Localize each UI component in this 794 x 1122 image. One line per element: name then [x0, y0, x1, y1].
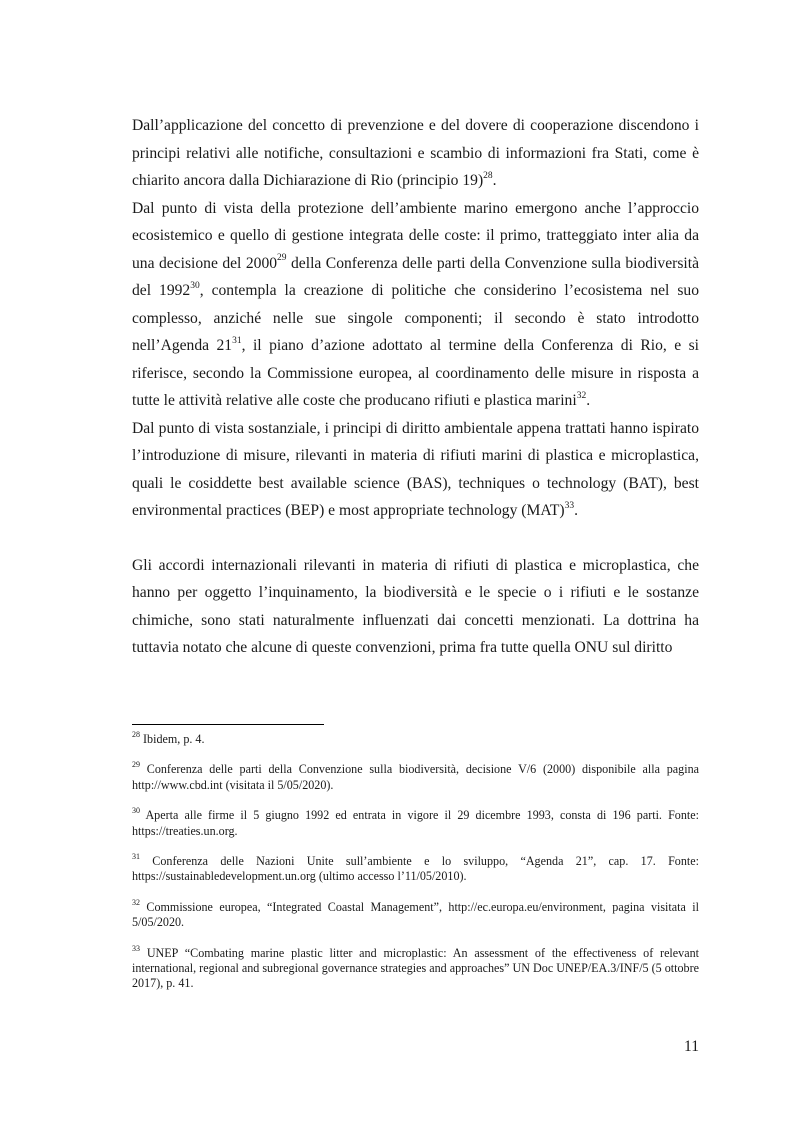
footnote-30 — [132, 808, 699, 839]
paragraph-2-text-4: , il piano d’azione adottato al termine della Conferenza di Rio, e si riferisce, secondo la Commissione europea, al coordinamento delle misure in risposta a tutte le attività relative alle coste che producano rifiuti e plastica marini — [132, 337, 699, 409]
footnote-text: Aperta alle firme il 5 giugno 1992 ed entrata in vigore il 29 dicembre 1993, consta di 196 parti. Fonte: https://treaties.un.org. — [132, 808, 699, 838]
footnote-ref-31[interactable]: 31 — [232, 335, 242, 346]
footnotes — [132, 729, 699, 1007]
footnote-text: UNEP “Combating marine plastic litter and microplastic: An assessment of the effectiveness of relevant international, regional and subregional governance strategies and approaches” UN Doc UNEP/EA.3/INF/5 (5 ottobre 2017), p. 41. — [132, 945, 699, 991]
paragraph-gap — [132, 525, 699, 552]
footnote-number: 30 — [132, 806, 140, 816]
paragraph-4 — [132, 552, 699, 662]
paragraph-2 — [132, 195, 699, 415]
footnote-text: Ibidem, p. 4. — [140, 732, 205, 746]
footnote-number: 32 — [132, 897, 140, 907]
paragraph-2-text-1: Dal punto di vista della protezione dell’ambiente marino emergono anche l’approccio ecosistemico e quello di gestione integrata delle coste: il primo, tratteggiato inter alia da una decisione del 2000 — [132, 199, 699, 272]
footnote-number: 29 — [132, 760, 140, 770]
footnote-number: 28 — [132, 729, 140, 739]
paragraph-1 — [132, 112, 699, 195]
paragraph-3-text: Dal punto di vista sostanziale, i principi di diritto ambientale appena trattati hanno ispirato l’introduzione di misure, rilevanti in materia di rifiuti marini di plastica e microplastica, quali le cosiddette best available science (BAS), techniques o technology (BAT), best environmental practices (BEP) e most appropriate technology (MAT) — [132, 419, 699, 519]
footnote-number: 33 — [132, 943, 140, 953]
paragraph-2-text-3: , contempla la creazione di politiche che considerino l’ecosistema nel suo complesso, anziché nelle sue singole componenti; il secondo è stato introdotto nell’Agenda 21 — [132, 282, 700, 354]
footnote-ref-32[interactable]: 32 — [576, 390, 587, 401]
paragraph-3 — [132, 415, 699, 525]
footnote-text: Conferenza delle Nazioni Unite sull’ambiente e lo sviluppo, “Agenda 21”, cap. 17. Fonte: https://sustainabledevelopment.un.org (ultimo accesso l’11/05/2010). — [132, 854, 699, 884]
paragraph-3-end: . — [574, 502, 579, 519]
footnote-28 — [132, 729, 699, 747]
footnote-32 — [132, 897, 699, 931]
footnote-33 — [132, 943, 699, 992]
footnote-ref-30[interactable]: 30 — [190, 280, 200, 291]
paragraph-2-text-2: della Conferenza delle parti della Convenzione sulla biodiversità del 1992 — [132, 254, 699, 299]
footnote-separator — [132, 724, 324, 725]
footnote-text: Commissione europea, “Integrated Coastal Management”, http://ec.europa.eu/environment, pagina visitata il 5/05/2020. — [132, 899, 699, 930]
footnote-text: Conferenza delle parti della Convenzione sulla biodiversità, decisione V/6 (2000) disponibile alla pagina http://www.cbd.int (visitata il 5/05/2020). — [132, 762, 699, 792]
paragraph-1-text: Dall’applicazione del concetto di prevenzione e del dovere di cooperazione discendono i principi relativi alle notifiche, consultazioni e scambio di informazioni fra Stati, come è chiarito ancora dalla Dichiarazione di Rio (principio 19) — [132, 117, 699, 189]
main-text — [132, 112, 699, 662]
paragraph-2-end: . — [586, 392, 591, 409]
footnote-29 — [132, 762, 699, 793]
footnote-ref-29[interactable]: 29 — [277, 253, 287, 264]
footnote-ref-28[interactable]: 28 — [483, 170, 493, 181]
footnote-31 — [132, 854, 699, 885]
footnote-number: 31 — [132, 852, 140, 861]
footnote-ref-33[interactable]: 33 — [564, 500, 575, 511]
paragraph-4-text: Gli accordi internazionali rilevanti in materia di rifiuti di plastica e microplastica, che hanno per oggetto l’inquinamento, la biodiversità e le specie o i rifiuti e le sostanze chimiche, sono stati naturalmente influenzati dai concetti menzionati. La dottrina ha tuttavia notato che alcune di queste convenzioni, prima fra tutte quella ONU sul diritto — [132, 556, 699, 656]
page-number: 11 — [684, 1038, 700, 1055]
paragraph-1-end: . — [492, 172, 497, 189]
